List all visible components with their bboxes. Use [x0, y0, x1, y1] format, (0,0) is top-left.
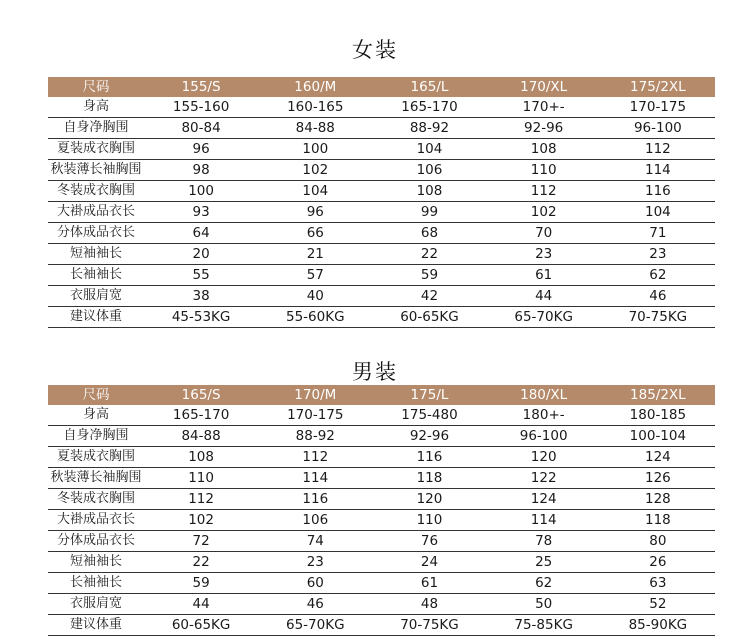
- table-row: [48, 489, 715, 510]
- table-row: [48, 594, 715, 615]
- table-row: [48, 468, 715, 489]
- men-size-title: 男装: [352, 360, 398, 384]
- size-header-cell: 170/M: [258, 385, 372, 405]
- measurement-label: 身高: [48, 405, 144, 426]
- measurement-value: 88-92: [372, 118, 486, 139]
- size-header-cell: 175/2XL: [601, 77, 715, 97]
- measurement-label: 衣服肩宽: [48, 594, 144, 615]
- measurement-value: 165-170: [372, 97, 486, 118]
- women-size-title: 女装: [352, 38, 398, 62]
- table-row: [48, 552, 715, 573]
- table-header: [48, 77, 715, 97]
- table-row: [48, 307, 715, 328]
- measurement-label: 分体成品衣长: [48, 223, 144, 244]
- measurement-value: 112: [601, 139, 715, 160]
- measurement-value: 65-70KG: [258, 615, 372, 636]
- table-body: [48, 405, 715, 636]
- measurement-value: 92-96: [372, 426, 486, 447]
- measurement-value: 108: [487, 139, 601, 160]
- size-header-cell: 170/XL: [487, 77, 601, 97]
- measurement-value: 175-480: [372, 405, 486, 426]
- measurement-value: 108: [144, 447, 258, 468]
- table-row: [48, 139, 715, 160]
- measurement-value: 70-75KG: [601, 307, 715, 328]
- table-row: [48, 118, 715, 139]
- measurement-value: 106: [372, 160, 486, 181]
- measurement-value: 64: [144, 223, 258, 244]
- measurement-value: 60: [258, 573, 372, 594]
- size-header-cell: 165/L: [372, 77, 486, 97]
- measurement-label: 秋装薄长袖胸围: [48, 468, 144, 489]
- measurement-value: 22: [372, 244, 486, 265]
- measurement-value: 24: [372, 552, 486, 573]
- measurement-value: 22: [144, 552, 258, 573]
- measurement-value: 102: [487, 202, 601, 223]
- measurement-value: 46: [601, 286, 715, 307]
- measurement-value: 160-165: [258, 97, 372, 118]
- measurement-value: 55: [144, 265, 258, 286]
- measurement-value: 38: [144, 286, 258, 307]
- measurement-value: 112: [258, 447, 372, 468]
- table-row: [48, 426, 715, 447]
- measurement-value: 84-88: [144, 426, 258, 447]
- table-row: [48, 510, 715, 531]
- measurement-label: 衣服肩宽: [48, 286, 144, 307]
- measurement-value: 116: [601, 181, 715, 202]
- measurement-value: 110: [144, 468, 258, 489]
- measurement-value: 66: [258, 223, 372, 244]
- measurement-value: 57: [258, 265, 372, 286]
- measurement-value: 170-175: [601, 97, 715, 118]
- size-header-cell: 155/S: [144, 77, 258, 97]
- measurement-value: 60-65KG: [144, 615, 258, 636]
- measurement-value: 104: [258, 181, 372, 202]
- measurement-value: 120: [487, 447, 601, 468]
- measurement-label: 冬装成衣胸围: [48, 489, 144, 510]
- size-header-cell: 185/2XL: [601, 385, 715, 405]
- measurement-label: 短袖袖长: [48, 244, 144, 265]
- measurement-label: 大褂成品衣长: [48, 202, 144, 223]
- measurement-value: 124: [601, 447, 715, 468]
- table-body: [48, 97, 715, 328]
- measurement-value: 108: [372, 181, 486, 202]
- table-row: [48, 160, 715, 181]
- measurement-value: 62: [487, 573, 601, 594]
- measurement-value: 52: [601, 594, 715, 615]
- measurement-value: 75-85KG: [487, 615, 601, 636]
- table-row: [48, 223, 715, 244]
- measurement-value: 112: [144, 489, 258, 510]
- measurement-value: 114: [487, 510, 601, 531]
- measurement-value: 104: [372, 139, 486, 160]
- table-row: [48, 286, 715, 307]
- measurement-label: 建议体重: [48, 307, 144, 328]
- measurement-value: 74: [258, 531, 372, 552]
- measurement-value: 88-92: [258, 426, 372, 447]
- measurement-value: 112: [487, 181, 601, 202]
- measurement-value: 170+-: [487, 97, 601, 118]
- measurement-value: 42: [372, 286, 486, 307]
- measurement-value: 70: [487, 223, 601, 244]
- size-header-cell: 165/S: [144, 385, 258, 405]
- measurement-value: 124: [487, 489, 601, 510]
- measurement-value: 71: [601, 223, 715, 244]
- measurement-value: 100-104: [601, 426, 715, 447]
- measurement-value: 23: [601, 244, 715, 265]
- measurement-value: 128: [601, 489, 715, 510]
- measurement-value: 59: [144, 573, 258, 594]
- measurement-value: 68: [372, 223, 486, 244]
- measurement-label: 长袖袖长: [48, 265, 144, 286]
- measurement-value: 114: [258, 468, 372, 489]
- measurement-value: 92-96: [487, 118, 601, 139]
- size-header-cell: 175/L: [372, 385, 486, 405]
- measurement-label: 身高: [48, 97, 144, 118]
- measurement-value: 45-53KG: [144, 307, 258, 328]
- measurement-value: 122: [487, 468, 601, 489]
- measurement-label: 秋装薄长袖胸围: [48, 160, 144, 181]
- header-row: [48, 77, 715, 97]
- measurement-label: 短袖袖长: [48, 552, 144, 573]
- size-column-header: 尺码: [48, 385, 144, 405]
- table-row: [48, 573, 715, 594]
- measurement-value: 102: [144, 510, 258, 531]
- measurement-value: 96-100: [487, 426, 601, 447]
- header-row: [48, 385, 715, 405]
- measurement-value: 50: [487, 594, 601, 615]
- measurement-label: 自身净胸围: [48, 118, 144, 139]
- measurement-value: 46: [258, 594, 372, 615]
- measurement-value: 44: [144, 594, 258, 615]
- size-column-header: 尺码: [48, 77, 144, 97]
- measurement-label: 自身净胸围: [48, 426, 144, 447]
- measurement-value: 116: [372, 447, 486, 468]
- measurement-value: 99: [372, 202, 486, 223]
- measurement-label: 夏装成衣胸围: [48, 447, 144, 468]
- table-row: [48, 97, 715, 118]
- measurement-value: 165-170: [144, 405, 258, 426]
- measurement-value: 120: [372, 489, 486, 510]
- measurement-value: 48: [372, 594, 486, 615]
- measurement-value: 180-185: [601, 405, 715, 426]
- table-header: [48, 385, 715, 405]
- measurement-label: 分体成品衣长: [48, 531, 144, 552]
- measurement-value: 102: [258, 160, 372, 181]
- men-size-table: [48, 385, 715, 636]
- table-row: [48, 202, 715, 223]
- measurement-value: 72: [144, 531, 258, 552]
- measurement-value: 23: [487, 244, 601, 265]
- measurement-value: 55-60KG: [258, 307, 372, 328]
- size-header-cell: 180/XL: [487, 385, 601, 405]
- measurement-value: 80: [601, 531, 715, 552]
- measurement-value: 44: [487, 286, 601, 307]
- measurement-value: 78: [487, 531, 601, 552]
- measurement-label: 长袖袖长: [48, 573, 144, 594]
- measurement-value: 96: [258, 202, 372, 223]
- table-row: [48, 405, 715, 426]
- measurement-value: 100: [258, 139, 372, 160]
- measurement-value: 40: [258, 286, 372, 307]
- measurement-label: 建议体重: [48, 615, 144, 636]
- measurement-value: 59: [372, 265, 486, 286]
- measurement-value: 110: [372, 510, 486, 531]
- table-row: [48, 181, 715, 202]
- measurement-label: 大褂成品衣长: [48, 510, 144, 531]
- measurement-value: 118: [372, 468, 486, 489]
- measurement-value: 104: [601, 202, 715, 223]
- measurement-value: 62: [601, 265, 715, 286]
- measurement-value: 84-88: [258, 118, 372, 139]
- measurement-value: 70-75KG: [372, 615, 486, 636]
- measurement-value: 100: [144, 181, 258, 202]
- measurement-value: 65-70KG: [487, 307, 601, 328]
- women-size-table: [48, 77, 715, 328]
- table-row: [48, 615, 715, 636]
- measurement-value: 98: [144, 160, 258, 181]
- measurement-value: 170-175: [258, 405, 372, 426]
- measurement-value: 116: [258, 489, 372, 510]
- measurement-value: 26: [601, 552, 715, 573]
- measurement-value: 21: [258, 244, 372, 265]
- measurement-value: 85-90KG: [601, 615, 715, 636]
- measurement-value: 114: [601, 160, 715, 181]
- measurement-value: 76: [372, 531, 486, 552]
- table-row: [48, 531, 715, 552]
- size-header-cell: 160/M: [258, 77, 372, 97]
- measurement-value: 63: [601, 573, 715, 594]
- measurement-value: 96: [144, 139, 258, 160]
- measurement-value: 118: [601, 510, 715, 531]
- measurement-value: 61: [487, 265, 601, 286]
- measurement-value: 96-100: [601, 118, 715, 139]
- measurement-value: 106: [258, 510, 372, 531]
- measurement-label: 夏装成衣胸围: [48, 139, 144, 160]
- measurement-value: 60-65KG: [372, 307, 486, 328]
- measurement-value: 23: [258, 552, 372, 573]
- measurement-label: 冬装成衣胸围: [48, 181, 144, 202]
- measurement-value: 93: [144, 202, 258, 223]
- table-row: [48, 447, 715, 468]
- measurement-value: 180+-: [487, 405, 601, 426]
- measurement-value: 126: [601, 468, 715, 489]
- measurement-value: 61: [372, 573, 486, 594]
- measurement-value: 80-84: [144, 118, 258, 139]
- measurement-value: 155-160: [144, 97, 258, 118]
- measurement-value: 25: [487, 552, 601, 573]
- measurement-value: 110: [487, 160, 601, 181]
- measurement-value: 20: [144, 244, 258, 265]
- table-row: [48, 265, 715, 286]
- table-row: [48, 244, 715, 265]
